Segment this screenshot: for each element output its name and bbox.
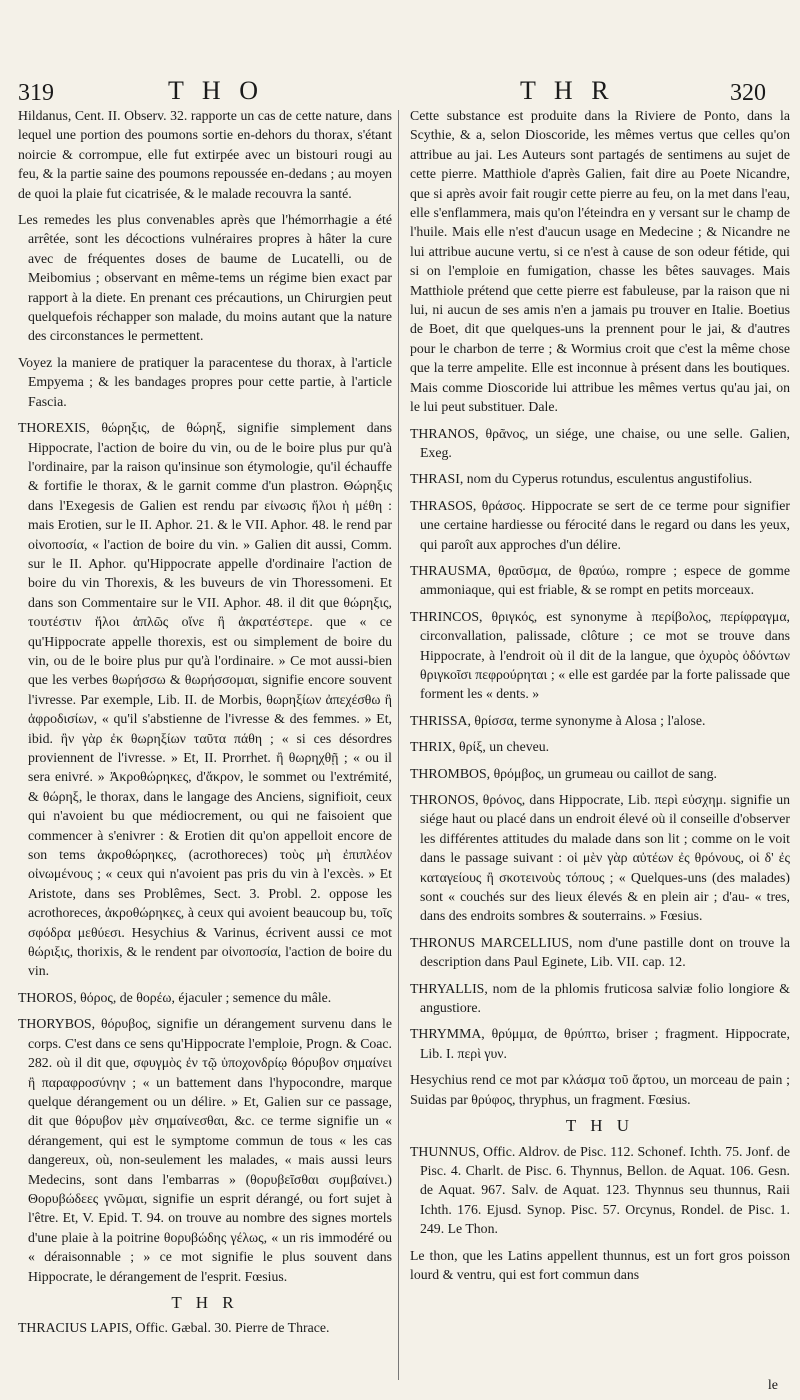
entry-thrincos: THRINCOS, θριγκός, est synonyme à περίβολος, περίφραγμα, circonvallation, palissade, clôture ; ce mot se trouve dans Hippocrate, à l'endroit où il dit de la langue, que ὀχυρὸς ὀδόντων θριγκοῖσι πεφρούρηται ; « elle est gardée par la forte palissade que forment les « dents. » xyxy=(410,608,790,702)
section-heading-thr: T H R xyxy=(171,1292,239,1312)
entry-thronus-marcellius: THRONUS MARCELLIUS, nom d'une pastille dont on trouve la description dans Paul Eginete, Lib. VII. cap. 12. xyxy=(410,934,790,970)
page-number-right: 320 xyxy=(730,80,766,106)
paragraph: Le thon, que les Latins appellent thunnus, est un fort gros poisson lourd & ventru, qui est fort commun dans xyxy=(410,1247,790,1282)
column-divider xyxy=(398,110,399,1380)
running-head-right: T H R xyxy=(520,76,615,105)
entry-thracius-lapis: THRACIUS LAPIS, Offic. Gæbal. 30. Pierre de Thrace. xyxy=(18,1320,330,1336)
entry-thorybos: THORYBOS, θόρυβος, signifie un dérangement survenu dans le corps. C'est dans ce sens qu'Hippocrate l'emploie, Progn. & Coac. 282. où il dit que, σφυγμὸς ἐν τῷ ὑποχονδρίῳ θόρυβον σημαίνει ἢ παραφροσύνην ; « un battement dans l'hypocondre, marque quelque dérangement ou un délire. » Et, Galien sur ce passage, dit que θόρυβον μὲν σημαίνεσθαι, &c. ce terme signifie un « dérangement, qui est le symptome commun de tous « les cas dangereux, où, non-seulement les malades, « mais aussi leurs Medecins, sont dans l'embarras » (θορυβεῖσθαι συμβαίνει.) Θορυβώδεες γνῶμαι, signifie un esprit dérangé, ou fort sujet à l'être. Et, V. Epid. T. 94. on trouve au nombre des signes mortels d'une plaie à la poitrine θορυβώδης γέλως, « un ris immodéré ou « déraisonnable ; » ce mot signifie le plus souvent dans Hippocrate, le dérangement de l'esprit. Fœsius. xyxy=(18,1016,392,1284)
entry-thranos: THRANOS, θρᾶνος, un siége, une chaise, ou une selle. Galien, Exeg. xyxy=(410,425,790,460)
entry-thrymma: THRYMMA, θρύμμα, de θρύπτω, briser ; fragment. Hippocrate, Lib. I. περὶ γυν. xyxy=(410,1026,790,1061)
paragraph: Hesychius rend ce mot par κλάσμα τοῦ ἄρτου, un morceau de pain ; Suidas par θρύφος, thryphus, un fragment. Fœsius. xyxy=(410,1072,790,1107)
entry-thrombos: THROMBOS, θρόμβος, un grumeau ou caillot de sang. xyxy=(410,765,717,781)
catchword: le xyxy=(767,1378,778,1393)
page-number-left: 319 xyxy=(18,80,54,106)
entry-thrix: THRIX, θρίξ, un cheveu. xyxy=(410,739,550,755)
entry-thrasi: THRASI, nom du Cyperus rotundus, esculentus angustifolius. xyxy=(410,471,753,487)
paragraph: Voyez la maniere de pratiquer la paracentese du thorax, à l'article Empyema ; & les bandages propres pour cette partie, à l'article Fascia. xyxy=(18,354,392,409)
entry-thronos: THRONOS, θρόνος, dans Hippocrate, Lib. περὶ εὐσχημ. signifie un siége haut ou placé dans un endroit élevé où il conseille d'observer les différentes attitudes du malade dans son lit ; comme on le voit dans le passage suivant : οἱ μὲν γὰρ αὐτέων ἐς θρόνους, οἱ δ' ἐς καταγείους ἢ σκοτεινοὺς τόπους ; « Quelques-uns (des malades) sont « couchés sur des lieux élevés & en plein air ; d'au- « tres, dans des endroits sombres & souterrains. » Fœsius. xyxy=(410,792,790,924)
entry-thrasos: THRASOS, θράσος. Hippocrate se sert de ce terme pour signifier une certaine hardiesse ou férocité dans le regard ou dans les yeux, qui paroît aux approches d'un délire. xyxy=(410,497,790,552)
paragraph: Les remedes les plus convenables après que l'hémorrhagie a été arrêtée, sont les décoctions vulnéraires propres à hâter la cure avec de fréquentes doses de baume de Lucatelli, ou de Meibomius ; observant en même-tems un régime bien exact par rapport à la diete. En prenant ces précautions, un Chirurgien peut quelquefois réchapper son malade, du moins autant que la nature des circonstances le permettent. xyxy=(18,212,392,344)
section-heading-thu: T H U xyxy=(565,1116,635,1136)
paragraph: Cette substance est produite dans la Riviere de Ponto, dans la Scythie, & a, selon Dioscoride, les mêmes vertus que celles qu'on attribue au jai. Les Auteurs sont partagés de sentimens au sujet de cette pierre. Matthiole d'après Galien, fait dire au Poete Nicandre, que si après avoir fait rougir cette pierre au feu, on la met dans l'eau, elle s'enflammera, mais qu'on l'éteindra en y versant sur le champ de l'huile. Mais elle n'est d'aucun usage en Medecine ; & Nicandre ne lui attribue aucune vertu, si ce n'est à cause de son odeur fétide, qui si on l'emploie en fumigation, chasse les bêtes sauvages. Mais Matthiole prétend que cette pierre est fabuleuse, par la raison que ni lui, ni aucun de ses amis n'en a jamais pu trouver en Italie. Boetius de Boet, dit que quelques-uns la prennent pour le jai, & d'autres pour le charbon de terre ; & Wormius croit que c'est la même chose que la terre ampelite. Elle est inconnue à présent dans les boutiques. Mais comme Dioscoride lui attribue les mêmes vertus qu'au jai, on le lui peut substituer. Dale. xyxy=(410,108,790,415)
entry-thrausma: THRAUSMA, θραῦσμα, de θραύω, rompre ; espece de gomme ammoniaque, qui est friable, & se rompt en petits morceaux. xyxy=(410,562,790,598)
entry-thorexis: THOREXIS, θώρηξις, de θώρηξ, signifie simplement dans Hippocrate, l'action de boire du vin, ou de le boire plus pur qu'à l'ordinaire, par la raison qu'insinue son étymologie, qu'il échauffe & fortifie le thorax, & le garnit comme d'un plastron. Θώρηξις dans l'Exegesis de Galien est rendu par εἰνωσις ἤλοι ἡ μέθη : mais Erotien, sur le II. Aphor. 21. & le VII. Aphor. 48. le rend par οἰνοποσία, « l'action de boire du vin. » Galien dit aussi, Comm. sur le II. Aphor. qu'Hippocrate appelle d'ordinaire l'action de boire du vin Thorexis, & les buveurs de vin Thoressomeni. Et dans son Commentaire sur le VII. Aphor. 48. il dit que θώρηξις, τουτέστιν ἤλοι ἀπλῶς οἴνε ἢ ἀκρατέστερε. que « ce qu'Hippocrate appelle thorexis, est ou simplement de boire du vin, ou de le boire plus pur qu'à l'ordinaire. » Ce mot aussi-bien que les verbes θωρήσσω & θωρήσσομαι, signifie encore souvent l'ivresse. Par exemple, Lib. II. de Morbis, θωρηξίων ἀπεχέσθω ἢ ἀφροδισίων, « qu'il s'abstienne de l'ivresse & des femmes. » Et, ibid. ἢν γὰρ ἐκ θωρηξίων ταῦτα πάθη ; « si ces désordres proviennent de l'ivresse. » Et, II. Prorrhet. ἢ θωρηχθῇ ; « ou il sera enivré. » Ἀκροθώρηκες, d'ἄκρον, le sommet ou l'extrémité, & θώρηξ, le thorax, dans le langage des Anciens, signifioit, ceux qui n'avoient bu que médiocrement, ou qui ne faisoient que commencer à s'enivrer : & Erotien dit qu'on appelloit encore de son tems ἀκροθώρηκες, (acrothoreces) τοὺς μὴ ἐπιπλέον οἰνωμένους ; « ceux qui n'avoient pas pris du vin à l'excès. » Et Aristote, dans ses Problêmes, Sect. 3. Probl. 2. oppose les acrothoreces, ἀκροθώρηκες, à ceux qui avoient beaucoup bu, τοῖς σφόδρα μεθύεσι. Hesychius & Varinus, écrivent aussi ce mot θώριξις, thorixis, & le rendent par οἰνοποσία, l'action de boire du vin. xyxy=(18,420,392,979)
entry-thoros: THOROS, θόρος, de θορέω, éjaculer ; semence du mâle. xyxy=(18,989,332,1005)
entry-thunnus: THUNNUS, Offic. Aldrov. de Pisc. 112. Schonef. Ichth. 75. Jonf. de Pisc. 4. Charlt. de Pisc. 6. Thynnus, Bellon. de Aquat. 106. Gesn. de Aquat. 967. Salv. de Aquat. 123. Thynnus seu thunnus, Raii Ichth. 176. Ejusd. Synop. Pisc. 57. Orcynus, Rondel. de Pisc. 1. 249. Le Thon. xyxy=(410,1143,790,1237)
paragraph: Hildanus, Cent. II. Observ. 32. rapporte un cas de cette nature, dans lequel une portion des poumons sortie en-dehors du thorax, s'étant noircie & corrompue, elle fut extirpée avec un bistouri rougi au feu, & la partie saine des poumons repoussée en-dedans ; au moyen de quoi la plaie fut cicatrisée, & le malade recouvra la santé. xyxy=(18,108,392,201)
right-column xyxy=(410,106,790,1396)
left-column xyxy=(18,106,392,1396)
entry-thryallis: THRYALLIS, nom de la phlomis fruticosa salviæ folio longiore & angustiore. xyxy=(410,980,790,1016)
entry-thrissa: THRISSA, θρίσσα, terme synonyme à Alosa ; l'alose. xyxy=(410,712,706,728)
running-head-left: T H O xyxy=(168,76,264,105)
